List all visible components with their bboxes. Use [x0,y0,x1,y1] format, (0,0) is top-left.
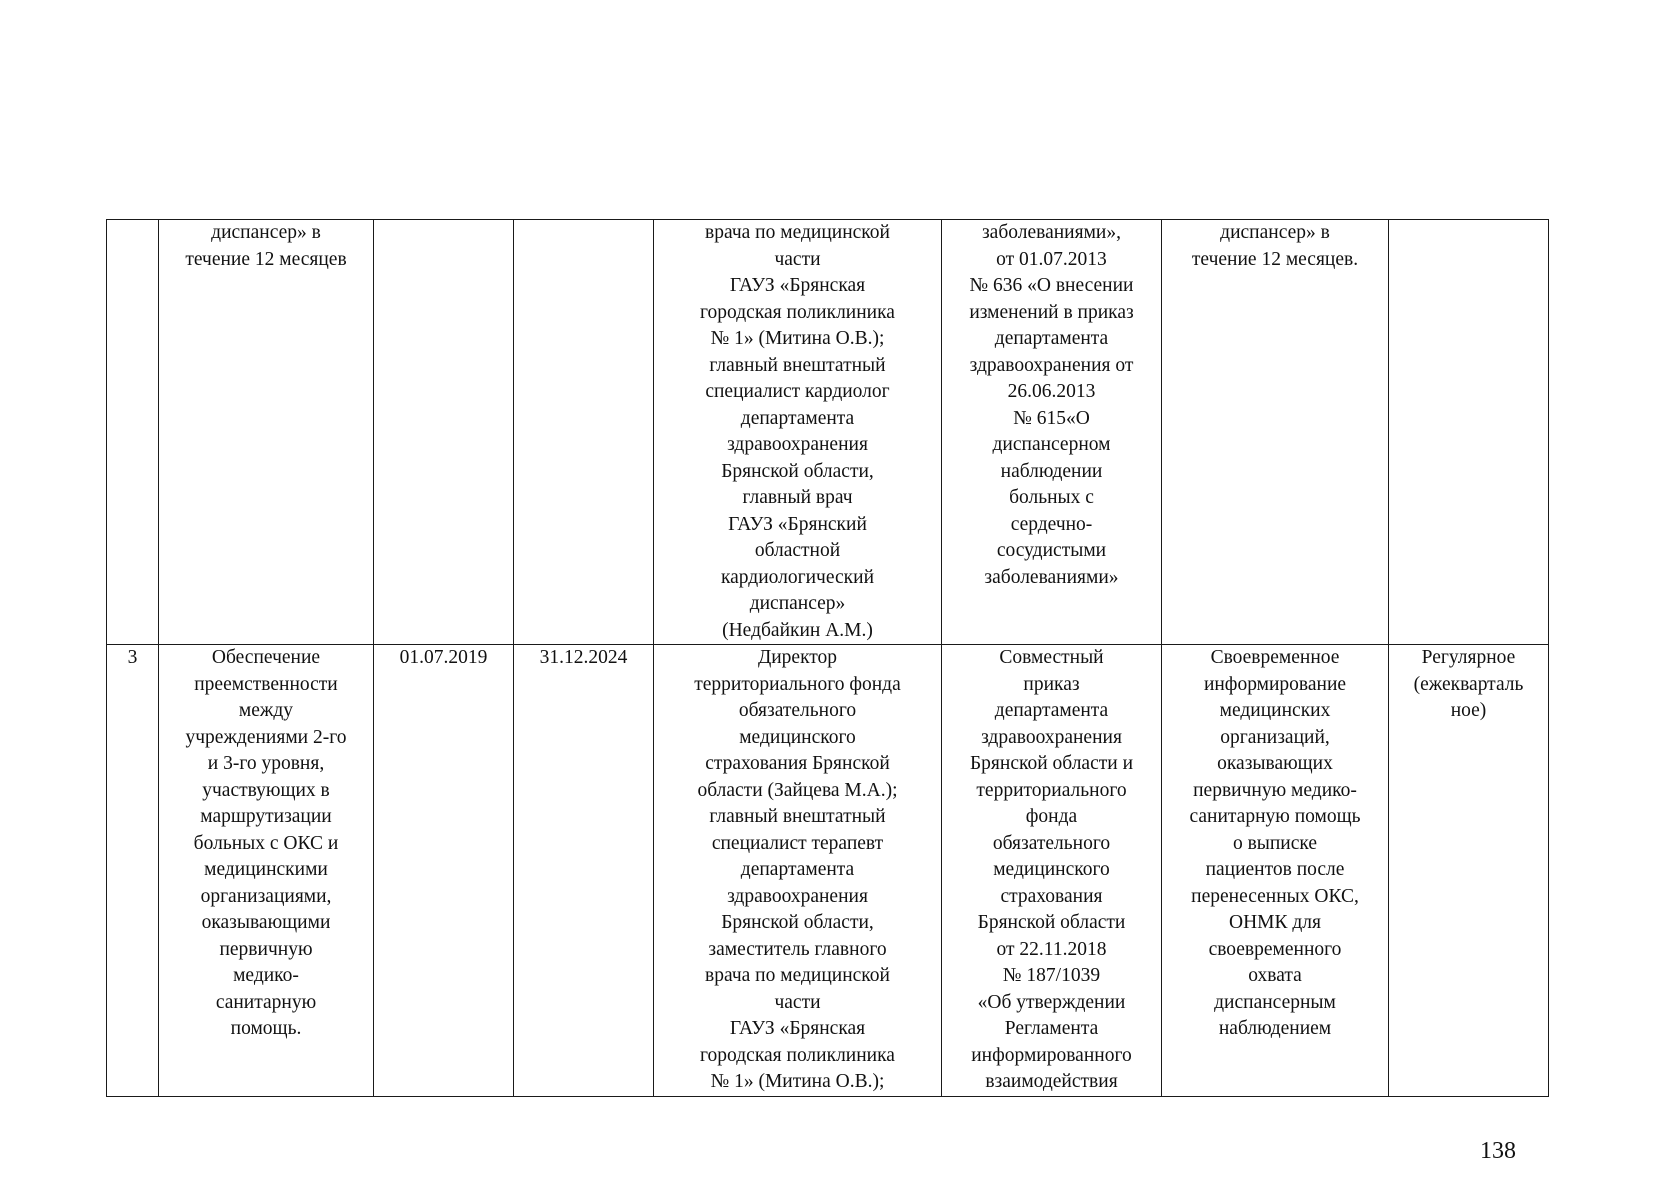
table-row [107,220,1549,645]
measure-cell: диспансер» в течение 12 месяцев [159,220,374,645]
start-date-cell: 01.07.2019 [374,645,514,1097]
end-date-cell [514,220,654,645]
document-cell: заболеваниями», от 01.07.2013 № 636 «О внесении изменений в приказ департамента здравоохранения от 26.06.2013 № 615«О диспансерном наблюдении больных с сердечно- сосудистыми заболеваниями» [942,220,1162,645]
result-cell: диспансер» в течение 12 месяцев. [1162,220,1389,645]
row-number-cell: 3 [107,645,159,1097]
row-number-cell [107,220,159,645]
result-cell: Своевременное информирование медицинских организаций, оказывающих первичную медико- санитарную помощь о выписке пациентов после перенесенных ОКС, ОНМК для своевременного охвата диспансерным наблюдением [1162,645,1389,1097]
table-row [107,645,1549,1097]
responsible-cell: врача по медицинской части ГАУЗ «Брянская городская поликлиника № 1» (Митина О.В.); главный внештатный специалист кардиолог департамента здравоохранения Брянской области, главный врач ГАУЗ «Брянский областной кардиологический диспансер» (Недбайкин А.М.) [654,220,942,645]
responsible-cell: Директор территориального фонда обязательного медицинского страхования Брянской области (Зайцева М.А.); главный внештатный специалист терапевт департамента здравоохранения Брянской области, заместитель главного врача по медицинской части ГАУЗ «Брянская городская поликлиника № 1» (Митина О.В.); [654,645,942,1097]
measures-table [106,219,1549,1097]
start-date-cell [374,220,514,645]
measure-cell: Обеспечение преемственности между учреждениями 2-го и 3-го уровня, участвующих в маршрутизации больных с ОКС и медицинскими организациями, оказывающими первичную медико- санитарную помощь. [159,645,374,1097]
document-cell: Совместный приказ департамента здравоохранения Брянской области и территориального фонда обязательного медицинского страхования Брянской области от 22.11.2018 № 187/1039 «Об утверждении Регламента информированного взаимодействия [942,645,1162,1097]
control-cell: Регулярное (ежекварталь ное) [1389,645,1549,1097]
control-cell [1389,220,1549,645]
end-date-cell: 31.12.2024 [514,645,654,1097]
page-number: 138 [1480,1138,1516,1164]
